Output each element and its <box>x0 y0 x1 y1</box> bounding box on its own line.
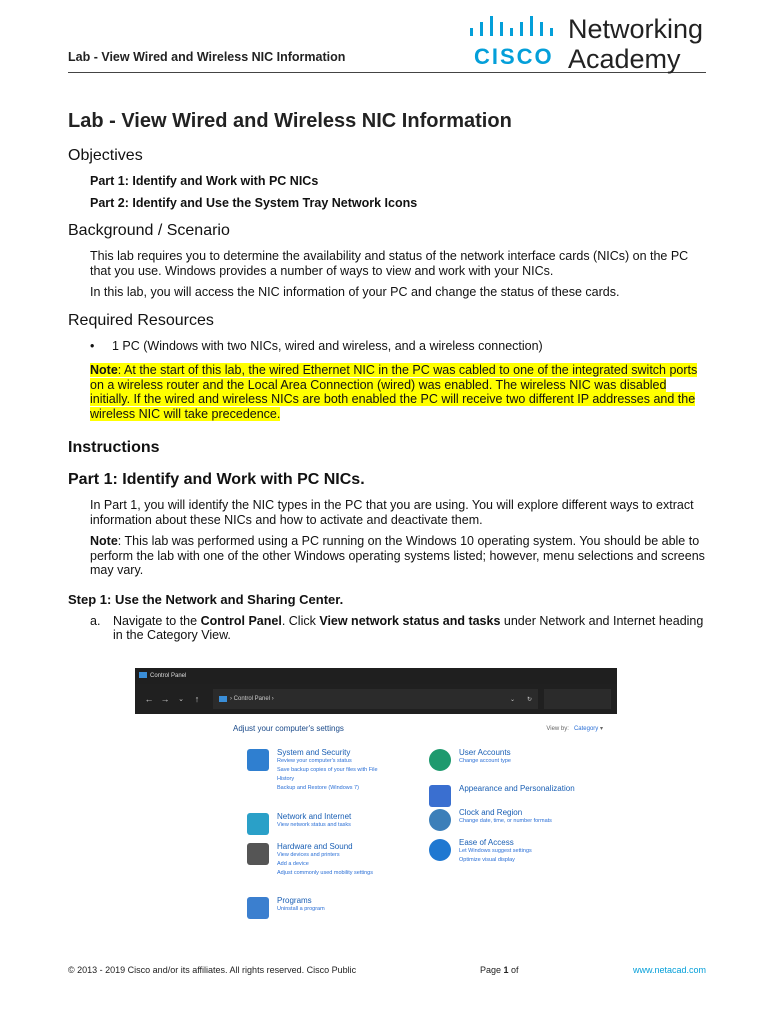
category-link[interactable]: Save backup copies of your files with File <box>277 767 378 773</box>
window-titlebar <box>135 668 617 684</box>
copyright-text: © 2013 - 2019 Cisco and/or its affiliates. All rights reserved. Cisco Public <box>68 965 357 975</box>
logo-networking: Networking <box>568 14 704 44</box>
network-icon <box>247 813 269 835</box>
refresh-icon[interactable]: ↻ <box>526 696 532 703</box>
address-text: Control Panel <box>233 696 271 702</box>
window-toolbar <box>135 684 617 714</box>
part1-paragraph: In Part 1, you will identify the NIC types in the PC that you are using. You will explore different ways to extract information about these NICs and how to activate and deactivate them. <box>90 498 694 527</box>
part1-heading: Part 1: Identify and Work with PC NICs. <box>68 471 365 488</box>
printer-icon <box>247 843 269 865</box>
category-programs[interactable] <box>247 896 422 914</box>
objective-item: Part 2: Identify and Use the System Tray Network Icons <box>90 196 418 210</box>
control-panel-icon <box>219 696 227 702</box>
note-label: Note <box>90 534 118 548</box>
dropdown-icon[interactable]: ⌄ <box>509 696 515 703</box>
category-clock-and-region[interactable] <box>429 808 604 826</box>
resources-list <box>90 339 708 354</box>
view-network-term: View network status and tasks <box>319 613 501 628</box>
category-title[interactable]: Appearance and Personalization <box>459 784 575 793</box>
step-text: Navigate to the <box>113 613 201 628</box>
logo-academy: Academy <box>568 44 681 74</box>
address-chevron-icon: › <box>270 696 274 702</box>
search-box[interactable] <box>544 689 611 709</box>
cisco-logo <box>468 14 718 74</box>
step-text: under Network and Internet heading in the Category View. <box>113 613 704 642</box>
back-arrow-icon[interactable]: ← <box>144 694 154 704</box>
objectives-heading: Objectives <box>68 147 143 164</box>
settings-heading: Adjust your computer's settings <box>233 724 344 733</box>
category-appearance-and-personalization[interactable] <box>429 784 604 793</box>
chevron-down-icon[interactable]: ⌄ <box>178 696 184 703</box>
resource-item: • 1 PC (Windows with two NICs, wired and wireless, and a wireless connection) <box>90 339 708 354</box>
category-link[interactable]: Optimize visual display <box>459 857 515 863</box>
header-title: Lab - View Wired and Wireless NIC Information <box>68 50 346 64</box>
page-num: 1 <box>503 965 509 975</box>
control-panel-icon <box>139 672 147 678</box>
page-header <box>0 0 768 78</box>
category-title[interactable]: System and Security <box>277 748 351 757</box>
view-by[interactable]: View by: Category ▾ <box>546 726 603 732</box>
clock-icon <box>429 809 451 831</box>
category-link[interactable]: View devices and printers <box>277 852 340 858</box>
control-panel-term: Control Panel <box>200 613 282 628</box>
note-wired-wireless <box>90 363 708 421</box>
netacad-link[interactable]: www.netacad.com <box>632 965 706 975</box>
address-chevron-icon: › <box>230 696 234 702</box>
step-marker: a. <box>90 613 101 628</box>
control-panel-screenshot <box>135 668 617 930</box>
programs-icon <box>247 897 269 919</box>
background-paragraph: This lab requires you to determine the availability and status of the network interface cards (NICs) on the PC that you use. Windows provides a number of ways to view and work with your NICs. <box>90 249 689 278</box>
note-text: : This lab was performed using a PC running on the Windows 10 operating system. You should be able to perform the lab with one of the other Windows operating systems listed; however, menu selections and screens may vary. <box>90 534 705 577</box>
cisco-bars-icon <box>468 16 560 44</box>
view-by-value: Category <box>573 726 599 732</box>
category-title[interactable]: Clock and Region <box>459 808 523 817</box>
address-bar[interactable] <box>213 689 538 709</box>
category-link[interactable]: Change account type <box>459 758 511 764</box>
category-link[interactable]: Let Windows suggest settings <box>459 848 532 854</box>
background-heading: Background / Scenario <box>68 222 230 239</box>
page-number <box>480 965 519 975</box>
step-text: . Click <box>281 613 320 628</box>
category-ease-of-access[interactable] <box>429 838 604 865</box>
category-link[interactable]: Change date, time, or number formats <box>459 818 552 824</box>
background-paragraph: In this lab, you will access the NIC information of your PC and change the status of these cards. <box>90 285 620 299</box>
category-link[interactable]: View network status and tasks <box>277 822 351 828</box>
category-link[interactable]: History <box>277 776 295 782</box>
category-link[interactable]: Uninstall a program <box>277 906 325 912</box>
category-link[interactable]: Adjust commonly used mobility settings <box>277 870 373 876</box>
document-title: Lab - View Wired and Wireless NIC Information <box>68 110 512 132</box>
category-system-and-security[interactable] <box>247 748 422 793</box>
category-link[interactable]: Add a device <box>277 861 309 867</box>
category-title[interactable]: Programs <box>277 896 312 905</box>
window-title: Control Panel <box>150 673 187 679</box>
logo-cisco-text: CISCO <box>474 44 554 69</box>
category-link[interactable]: Backup and Restore (Windows 7) <box>277 785 359 791</box>
step1-heading: Step 1: Use the Network and Sharing Center. <box>68 591 344 607</box>
objective-item: Part 1: Identify and Work with PC NICs <box>90 174 319 188</box>
category-title[interactable]: Ease of Access <box>459 838 514 847</box>
category-hardware-and-sound[interactable] <box>247 842 422 878</box>
step-a <box>90 614 708 643</box>
category-network-and-internet[interactable] <box>247 812 422 830</box>
view-by-label: View by: <box>546 726 569 732</box>
forward-arrow-icon[interactable]: → <box>160 694 170 704</box>
instructions-heading: Instructions <box>68 439 160 456</box>
note-label: Note <box>90 363 118 377</box>
appearance-icon <box>429 785 451 807</box>
category-title[interactable]: Network and Internet <box>277 812 352 821</box>
accessibility-icon <box>429 839 451 861</box>
document-body <box>68 110 708 643</box>
up-arrow-icon[interactable]: ↑ <box>194 694 200 704</box>
category-title[interactable]: Hardware and Sound <box>277 842 353 851</box>
control-panel-body <box>135 714 617 930</box>
resources-heading: Required Resources <box>68 311 214 329</box>
note-windows <box>90 534 708 578</box>
category-user-accounts[interactable] <box>429 748 604 766</box>
note-text: : At the start of this lab, the wired Ethernet NIC in the PC was cabled to one of the integrated switch ports on a wireless router and the Local Area Connection (wired) was enabled. The wireless NIC was disabled initially. If the wired and wireless NICs are both enabled the PC will receive two different IP addresses and the wireless NIC will take precedence. <box>90 363 698 421</box>
shield-icon <box>247 749 269 771</box>
user-icon <box>429 749 451 771</box>
page-suffix: of <box>508 965 519 975</box>
category-title[interactable]: User Accounts <box>459 748 511 757</box>
category-link[interactable]: Review your computer's status <box>277 758 352 764</box>
page-prefix: Page <box>480 965 504 975</box>
